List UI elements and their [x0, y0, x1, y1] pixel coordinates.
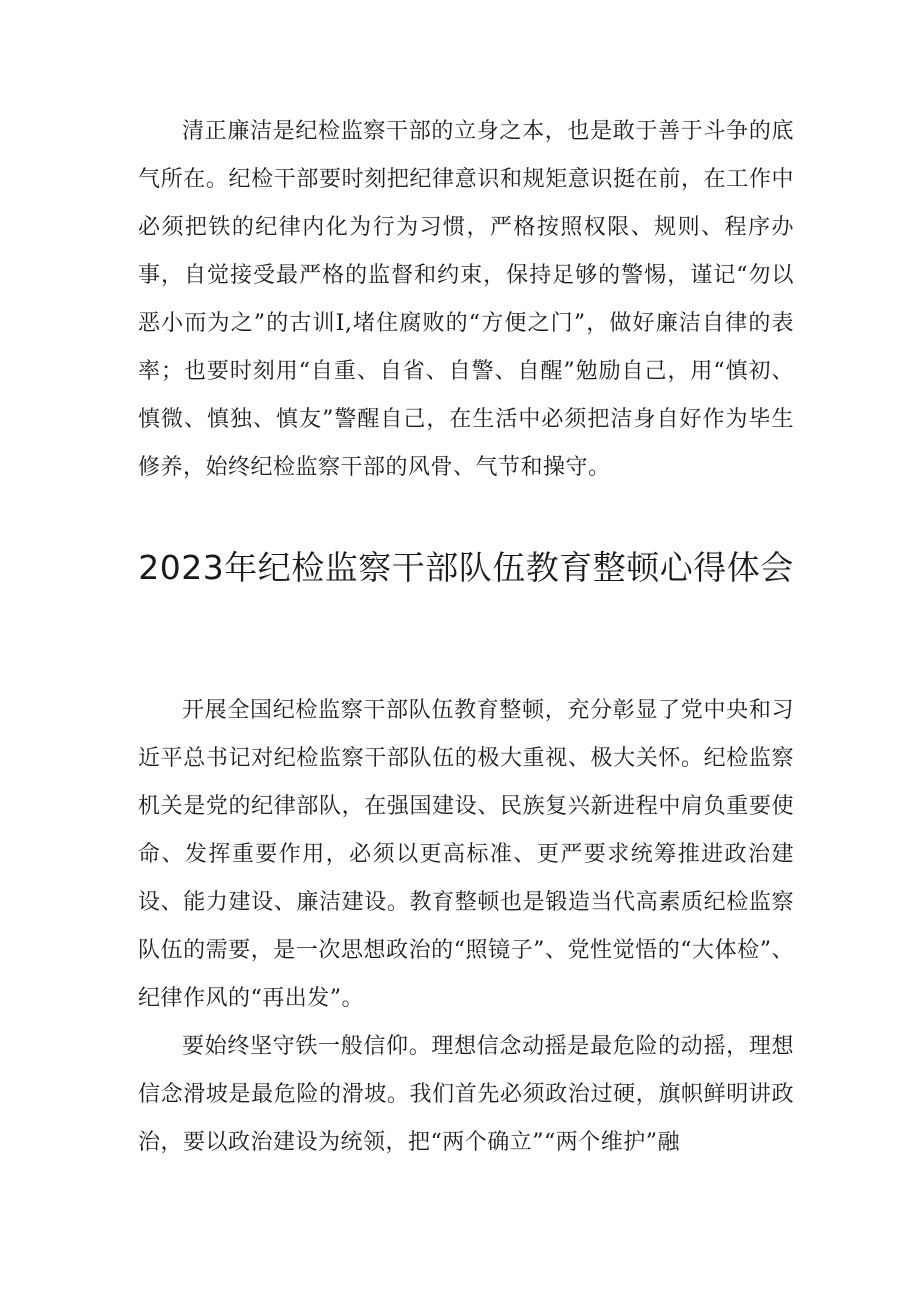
section-title: 2023年纪检监察干部队伍教育整顿心得体会 — [138, 548, 794, 587]
body-paragraph: 开展全国纪检监察干部队伍教育整顿，充分彰显了党中央和习近平总书记对纪检监察干部队伍的极大重视、极大关怀。纪检监察机关是党的纪律部队，在强国建设、民族复兴新进程中肩负重要使命、发挥重要作用，必须以更高标准、更严要求统筹推进政治建设、能力建设、廉洁建设。教育整顿也是锻造当代高素质纪检监察队伍的需要，是一次思想政治的“照镜子”、党性觉悟的“大体检”、纪律作风的“再出发”。 — [138, 698, 794, 1011]
body-paragraph: 清正廉洁是纪检监察干部的立身之本，也是敢于善于斗争的底气所在。纪检干部要时刻把纪律意识和规矩意识挺在前，在工作中必须把铁的纪律内化为行为习惯，严格按照权限、规则、程序办事，自觉接受最严格的监督和约束，保持足够的警惕，谨记“勿以恶小而为之”的古训I,堵住腐败的“方便之门”，做好廉洁自律的表率；也要时刻用“自重、自省、自警、自醒”勉励自己，用“慎初、慎微、慎独、慎友”警醒自己，在生活中必须把洁身自好作为毕生修养，始终纪检监察干部的风骨、气节和操守。 — [138, 119, 794, 480]
body-paragraph: 要始终坚守铁一般信仰。理想信念动摇是最危险的动摇，理想信念滑坡是最危险的滑坡。我们首先必须政治过硬，旗帜鲜明讲政治，要以政治建设为统领，把“两个确立”“两个维护”融 — [138, 1034, 794, 1155]
